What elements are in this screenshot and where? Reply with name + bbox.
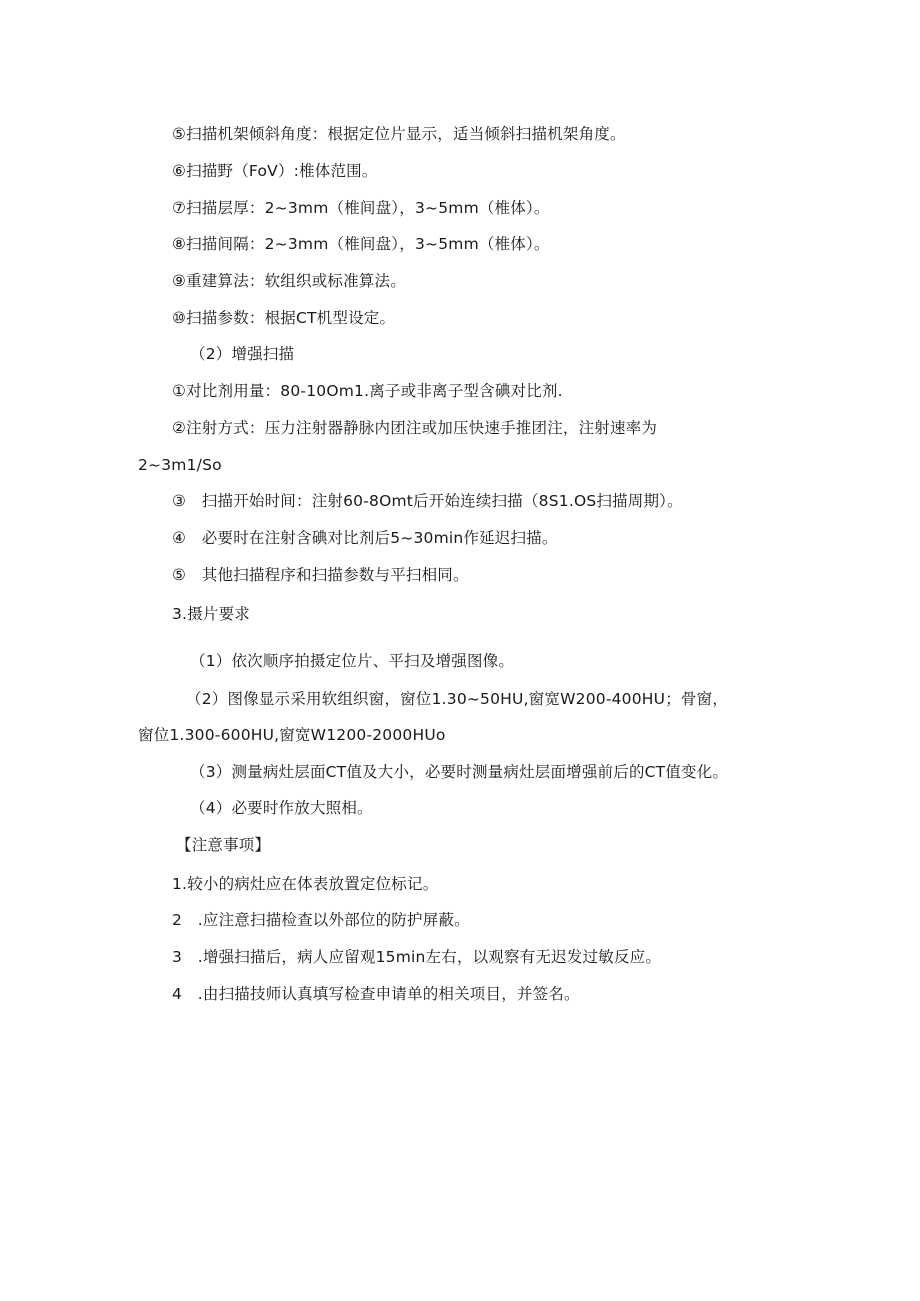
scan-param-interval: ⑧扫描间隔：2~3mm（椎间盘），3~5mm（椎体）。	[172, 235, 550, 253]
notes-heading: 【注意事项】	[176, 836, 271, 854]
scan-param-reconstruction: ⑨重建算法：软组织或标准算法。	[172, 272, 406, 290]
enhanced-contrast-dose: ①对比剂用量：80-10Om1.离子或非离子型含碘对比剂.	[172, 382, 563, 400]
note-item: 3 .增强扫描后，病人应留观15min左右，以观察有无迟发过敏反应。	[172, 948, 662, 966]
note-item: 1.较小的病灶应在体表放置定位标记。	[172, 875, 439, 893]
scan-param-settings: ⑩扫描参数：根据CT机型设定。	[172, 309, 396, 327]
enhanced-other-params: ⑤ 其他扫描程序和扫描参数与平扫相同。	[172, 566, 469, 584]
scan-param-gantry-tilt: ⑤扫描机架倾斜角度：根据定位片显示，适当倾斜扫描机架角度。	[172, 125, 626, 143]
note-item: 4 .由扫描技师认真填写检查申请单的相关项目，并签名。	[172, 985, 580, 1003]
filming-window-settings: （2）图像显示采用软组织窗，窗位1.30~50HU,窗宽W200-400HU；骨窗，	[186, 690, 729, 708]
scan-param-fov: ⑥扫描野（FoV）:椎体范围。	[172, 162, 378, 180]
enhanced-delayed-scan: ④ 必要时在注射含碘对比剂后5~30min作延迟扫描。	[172, 529, 558, 547]
enhanced-scan-heading: （2）增强扫描	[190, 345, 295, 363]
note-item: 2 .应注意扫描检查以外部位的防护屏蔽。	[172, 911, 470, 929]
enhanced-injection-rate: 2~3m1∕So	[138, 456, 222, 474]
filming-magnify: （4）必要时作放大照相。	[190, 799, 373, 817]
enhanced-injection-method: ②注射方式：压力注射器静脉内团注或加压快速手推团注，注射速率为	[172, 419, 658, 437]
filming-bone-window: 窗位1.300-600HU,窗宽W1200-2000HUo	[138, 726, 446, 744]
scan-param-slice-thickness: ⑦扫描层厚：2~3mm（椎间盘），3~5mm（椎体）。	[172, 199, 550, 217]
enhanced-scan-start-time: ③ 扫描开始时间：注射60-8Omt后开始连续扫描（8S1.OS扫描周期）。	[172, 492, 683, 510]
filming-heading: 3.摄片要求	[172, 605, 250, 623]
filming-measure-ct: （3）测量病灶层面CT值及大小，必要时测量病灶层面增强前后的CT值变化。	[190, 763, 729, 781]
filming-order: （1）依次顺序拍摄定位片、平扫及增强图像。	[190, 652, 515, 670]
